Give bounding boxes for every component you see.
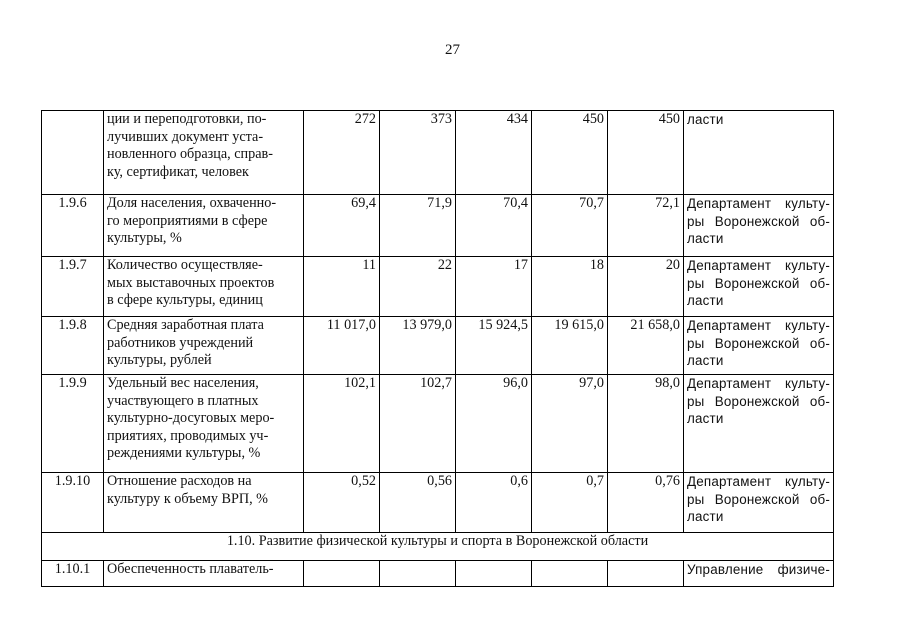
indicator-value-year-3: 0,6 [456, 473, 532, 533]
responsible-line: Департамент культу- [687, 318, 830, 333]
indicator-name-line: мых выставочных проектов [107, 274, 275, 291]
indicator-name-line: лучивших документ уста- [107, 128, 264, 145]
responsible-line: Департамент культу- [687, 474, 830, 489]
indicator-value-year-1: 102,1 [304, 375, 380, 473]
indicator-name-line: работников учреждений [107, 334, 254, 351]
indicator-name-line: Отношение расходов на [107, 473, 252, 489]
responsible-line: Департамент культу- [687, 196, 830, 211]
indicator-name-line: культуры, % [107, 230, 182, 247]
responsible-line: ры Воронежской об- [687, 393, 830, 409]
responsible-executor [684, 375, 834, 473]
responsible-executor [684, 111, 834, 195]
indicator-code: 1.9.7 [42, 257, 104, 317]
indicator-name-line: реждениями культуры, % [107, 445, 261, 462]
indicator-value-year-1: 11 [304, 257, 380, 317]
indicator-name-line: культуры, рублей [107, 352, 212, 369]
responsible-line: ры Воронежской об- [687, 275, 830, 291]
indicator-value-year-1: 272 [304, 111, 380, 195]
page-number: 27 [445, 42, 460, 58]
indicator-code: 1.10.1 [42, 561, 104, 587]
indicator-value-year-5: 450 [608, 111, 684, 195]
table-body [42, 111, 834, 587]
indicator-value-year-3: 434 [456, 111, 532, 195]
responsible-line: Департамент культу- [687, 258, 830, 273]
responsible-executor [684, 195, 834, 257]
indicator-code: 1.9.10 [42, 473, 104, 533]
indicator-name-line: участвующего в платных [107, 392, 259, 409]
responsible-line: ласти [687, 509, 724, 525]
indicator-name-line: ку, сертификат, человек [107, 163, 249, 180]
responsible-line: ласти [687, 411, 724, 427]
indicator-value-year-4 [532, 561, 608, 587]
indicator-value-year-5: 0,76 [608, 473, 684, 533]
responsible-line: Департамент культу- [687, 376, 830, 391]
indicator-value-year-5: 21 658,0 [608, 317, 684, 375]
indicator-value-year-4: 97,0 [532, 375, 608, 473]
indicator-name-line: Доля населения, охваченно- [107, 195, 277, 211]
indicator-name-line: ции и переподготовки, по- [107, 111, 267, 127]
table-row [42, 317, 834, 375]
indicator-name-line: Средняя заработная плата [107, 317, 264, 333]
indicator-name [104, 375, 304, 473]
responsible-line: ры Воронежской об- [687, 213, 830, 229]
indicator-value-year-1: 69,4 [304, 195, 380, 257]
section-title: 1.10. Развитие физической культуры и спорта в Воронежской области [42, 533, 834, 561]
responsible-executor [684, 317, 834, 375]
indicator-name [104, 111, 304, 195]
indicator-value-year-1: 0,52 [304, 473, 380, 533]
responsible-line: ласти [687, 293, 724, 309]
indicator-code: 1.9.6 [42, 195, 104, 257]
indicator-value-year-2: 71,9 [380, 195, 456, 257]
indicator-value-year-3: 15 924,5 [456, 317, 532, 375]
table-row [42, 195, 834, 257]
indicator-value-year-5 [608, 561, 684, 587]
indicator-name-line: Удельный вес населения, [107, 375, 259, 391]
responsible-line: ры Воронежской об- [687, 335, 830, 351]
indicator-name [104, 561, 304, 587]
indicator-code: 1.9.8 [42, 317, 104, 375]
responsible-line: ласти [687, 112, 724, 127]
responsible-line: ласти [687, 231, 724, 247]
indicator-value-year-2: 22 [380, 257, 456, 317]
responsible-executor [684, 561, 834, 587]
indicator-value-year-4: 0,7 [532, 473, 608, 533]
indicator-name-line: культуру к объему ВРП, % [107, 490, 268, 507]
indicator-name-line: приятиях, проводимых уч- [107, 427, 269, 444]
indicator-name [104, 257, 304, 317]
indicator-name [104, 195, 304, 257]
indicator-value-year-4: 19 615,0 [532, 317, 608, 375]
indicator-name-line: Обеспеченность плаватель- [107, 561, 274, 577]
indicators-table [41, 110, 834, 587]
indicator-value-year-5: 20 [608, 257, 684, 317]
table-row [42, 111, 834, 195]
indicator-name-line: Количество осуществляе- [107, 257, 263, 273]
indicator-code: 1.9.9 [42, 375, 104, 473]
indicator-value-year-5: 72,1 [608, 195, 684, 257]
indicator-value-year-3: 96,0 [456, 375, 532, 473]
responsible-executor [684, 257, 834, 317]
indicator-name-line: культурно-досуговых меро- [107, 410, 275, 427]
table-row [42, 375, 834, 473]
indicator-value-year-2: 0,56 [380, 473, 456, 533]
section-row [42, 533, 834, 561]
indicator-name-line: новленного образца, справ- [107, 146, 273, 163]
indicator-value-year-1 [304, 561, 380, 587]
responsible-executor [684, 473, 834, 533]
indicator-name [104, 473, 304, 533]
indicator-code [42, 111, 104, 195]
indicator-value-year-2: 102,7 [380, 375, 456, 473]
table-row [42, 257, 834, 317]
indicator-value-year-2: 373 [380, 111, 456, 195]
indicator-name-line: в сфере культуры, единиц [107, 292, 263, 309]
indicator-value-year-3: 17 [456, 257, 532, 317]
indicator-name-line: го мероприятиями в сфере [107, 212, 268, 229]
responsible-line: ры Воронежской об- [687, 491, 830, 507]
responsible-line: Управление физиче- [687, 562, 830, 577]
responsible-line: ласти [687, 353, 724, 369]
indicator-value-year-2 [380, 561, 456, 587]
indicator-value-year-4: 70,7 [532, 195, 608, 257]
indicator-value-year-5: 98,0 [608, 375, 684, 473]
indicator-name [104, 317, 304, 375]
indicator-value-year-4: 18 [532, 257, 608, 317]
indicator-value-year-2: 13 979,0 [380, 317, 456, 375]
indicator-value-year-3: 70,4 [456, 195, 532, 257]
indicator-value-year-1: 11 017,0 [304, 317, 380, 375]
table-row [42, 561, 834, 587]
table-row [42, 473, 834, 533]
indicator-value-year-4: 450 [532, 111, 608, 195]
indicator-value-year-3 [456, 561, 532, 587]
